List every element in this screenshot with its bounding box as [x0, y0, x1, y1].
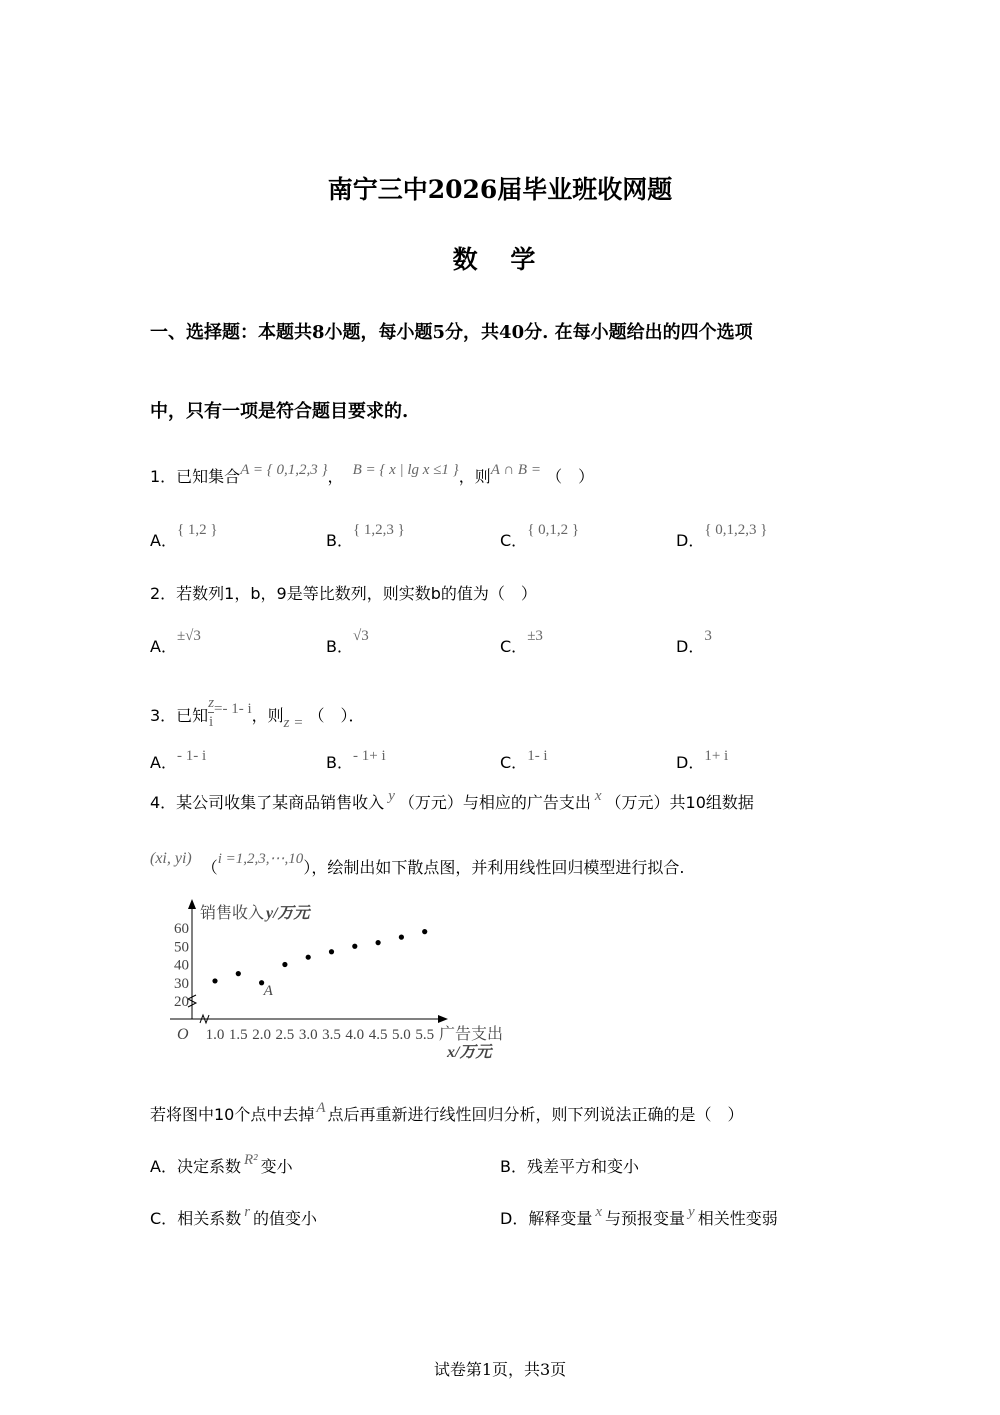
- y-tick-label: 50: [174, 939, 189, 956]
- x-tick-label: 3.0: [298, 1027, 318, 1043]
- x-tick-label: 2.0: [252, 1027, 271, 1043]
- q1-then: ，则: [458, 467, 491, 486]
- data-point-4: [282, 962, 287, 967]
- q4-point-a: A: [316, 1100, 326, 1116]
- data-point-9: [399, 935, 404, 940]
- data-point-8: [376, 940, 381, 945]
- y-axis-arrow: [188, 899, 196, 909]
- x-tick-label: 5.0: [392, 1027, 411, 1043]
- scatter-chart: [160, 895, 520, 1065]
- q1-option-c-value: { 0,1,2 }: [527, 522, 580, 538]
- y-tick-label: 40: [174, 957, 189, 974]
- q3-option-c: C．1- i: [500, 748, 548, 772]
- subject-title: 数 学: [452, 245, 548, 274]
- q2-option-b: B．√3: [326, 628, 369, 656]
- y-tick-label: 20: [174, 994, 189, 1010]
- origin-label: O: [177, 1026, 189, 1043]
- point-a-label: A: [263, 982, 273, 999]
- section-heading-line2: 中，只有一项是符合题目要求的.: [150, 401, 409, 422]
- data-point-5: [306, 955, 311, 960]
- q4-option-d: D．解释变量 x 与预报变量 y 相关性变弱: [500, 1204, 778, 1228]
- page-footer: 试卷第1页，共3页: [433, 1360, 567, 1379]
- q1-option-b-value: { 1,2,3 }: [352, 522, 405, 538]
- q4-option-d-var-y: y: [688, 1204, 695, 1220]
- q4-option-a: A．决定系数 R² 变小: [150, 1152, 293, 1176]
- q3-then: ，则: [251, 706, 284, 725]
- y-tick-labels: [174, 921, 189, 1010]
- q2-option-b-value: √3: [352, 628, 369, 644]
- question-4-prompt: 若将图中10个点中去掉 A 点后再重新进行线性回归分析，则下列说法正确的是（ ）: [150, 1100, 744, 1124]
- q4-option-d-var-x: x: [595, 1204, 603, 1220]
- y-tick-label: 60: [174, 921, 189, 937]
- q2-option-a-value: ±√3: [176, 628, 201, 644]
- q3-option-d-value: 1+ i: [704, 748, 729, 764]
- q1-option-d: D．{ 0,1,2,3 }: [676, 522, 768, 550]
- q1-set-b: B = { x | lg x ≤1 }: [352, 462, 459, 478]
- x-tick-label: 5.5: [415, 1027, 435, 1043]
- x-axis-label-text: 广告支出: [439, 1026, 504, 1043]
- q3-paren: （ ）．: [308, 706, 365, 725]
- question-4-line2: (xi, yi) （i =1,2,3,⋯,10），绘制出如下散点图，并利用线性回归模型进行拟合.: [150, 850, 685, 877]
- q1-option-a-value: { 1,2 }: [176, 522, 218, 538]
- x-tick-label: 4.5: [368, 1027, 388, 1043]
- question-3: [150, 695, 365, 735]
- data-point-2: [236, 971, 241, 976]
- x-tick-labels: [206, 1027, 434, 1043]
- q3-rhs: =- 1- i: [214, 701, 252, 717]
- q2-option-c-value: ±3: [527, 628, 543, 644]
- q4-var-x: x: [594, 788, 602, 804]
- q2-option-d: D．3: [676, 628, 712, 656]
- x-tick-label: 4.0: [345, 1027, 365, 1043]
- y-tick-label: 30: [174, 975, 189, 992]
- q1-comma: ，: [327, 467, 344, 486]
- x-tick-label: 3.5: [322, 1027, 341, 1043]
- q1-expr: A ∩ B =: [490, 462, 541, 478]
- paper-title: 南宁三中2026届毕业班收网题: [327, 175, 673, 204]
- data-point-10: [422, 929, 427, 934]
- x-tick-label: 1.0: [205, 1027, 225, 1043]
- x-tick-label: 2.5: [275, 1027, 295, 1043]
- q4-option-c-var: r: [244, 1204, 251, 1220]
- x-axis-arrow: [438, 1015, 448, 1023]
- q3-option-b: B．- 1+ i: [326, 748, 386, 772]
- q1-set-a: A = { 0,1,2,3 }: [240, 462, 328, 478]
- data-point-7: [352, 944, 357, 949]
- q3-option-c-value: 1- i: [527, 748, 548, 764]
- q4-var-y: y: [388, 788, 395, 804]
- y-axis-break: [188, 995, 196, 1007]
- question-2: 2．若数列1，b，9是等比数列，则实数b的值为（ ）: [150, 584, 537, 603]
- q2-option-a: A．±√3: [150, 628, 201, 656]
- question-1: [150, 464, 594, 487]
- q1-option-b: B．{ 1,2,3 }: [326, 522, 405, 550]
- q3-lead: 3．已知: [150, 706, 209, 725]
- q4-range: i =1,2,3,⋯,10: [217, 851, 304, 867]
- question-4-line1: 4．某公司收集了某商品销售收入 y （万元）与相应的广告支出 x （万元）共10组数据: [150, 788, 754, 812]
- q3-var: z =: [283, 715, 304, 731]
- q1-option-c: C．{ 0,1,2 }: [500, 522, 580, 550]
- q3-option-b-value: - 1+ i: [352, 748, 386, 764]
- section-heading-line1: 一、选择题：本题共8小题，每小题5分，共40分. 在每小题给出的四个选项: [150, 322, 753, 343]
- q3-fraction: $\frac{z}{i}$: [208, 695, 215, 730]
- q4-option-c: C．相关系数 r 的值变小: [150, 1204, 318, 1228]
- y-axis-label-text: 销售收入: [200, 905, 265, 922]
- q2-option-d-value: 3: [704, 628, 712, 644]
- data-point-1: [212, 978, 217, 983]
- q3-option-d: D．1+ i: [676, 748, 729, 772]
- x-tick-label: 1.5: [228, 1027, 248, 1043]
- x-axis-break: [200, 1015, 209, 1023]
- q3-option-a-value: - 1- i: [176, 748, 207, 764]
- q1-option-a: A．{ 1,2 }: [150, 522, 218, 550]
- q1-lead: 1．已知集合: [150, 467, 241, 486]
- q2-option-c: C．±3: [500, 628, 543, 656]
- scatter-points: [212, 929, 427, 985]
- data-point-6: [329, 949, 334, 954]
- x-axis-label-var: x/万元: [447, 1044, 492, 1061]
- q4-option-b: B．残差平方和变小: [500, 1157, 639, 1176]
- q1-paren: （ ）: [546, 467, 595, 486]
- q1-option-d-value: { 0,1,2,3 }: [704, 522, 768, 538]
- q3-option-a: A．- 1- i: [150, 748, 207, 772]
- q4-pair: (xi, yi): [150, 850, 192, 867]
- y-axis-label-var: y/万元: [266, 905, 310, 922]
- q4-option-a-var: R²: [243, 1152, 258, 1168]
